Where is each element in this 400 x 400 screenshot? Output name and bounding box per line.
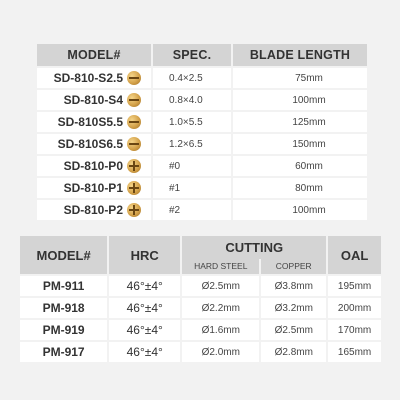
model-cell: SD-810-S4 <box>37 88 127 110</box>
spec-cell: #1 <box>151 176 231 198</box>
spec-cell: 0.8×4.0 <box>151 88 231 110</box>
spec-cell: #0 <box>151 154 231 176</box>
table-header-row <box>37 44 367 66</box>
spec-cell: 1.2×6.5 <box>151 132 231 154</box>
slotted-screw-icon <box>127 115 141 129</box>
header-copper: COPPER <box>259 259 326 274</box>
hrc-cell: 46°±4° <box>107 274 180 296</box>
copper-cell: Ø2.8mm <box>259 340 326 362</box>
hard-steel-cell: Ø1.6mm <box>180 318 259 340</box>
model-cell: PM-917 <box>20 340 107 362</box>
table-row <box>37 176 367 198</box>
spec-cell: 0.4×2.5 <box>151 66 231 88</box>
blade-length-cell: 75mm <box>231 66 367 88</box>
header-oal: OAL <box>326 236 381 274</box>
hard-steel-cell: Ø2.2mm <box>180 296 259 318</box>
model-cell: PM-918 <box>20 296 107 318</box>
model-cell: PM-919 <box>20 318 107 340</box>
table-row <box>37 110 367 132</box>
oal-cell: 170mm <box>326 318 381 340</box>
header-model: MODEL# <box>37 44 151 66</box>
cutter-spec-table <box>20 236 381 362</box>
model-cell: SD-810-P1 <box>37 176 127 198</box>
hard-steel-cell: Ø2.0mm <box>180 340 259 362</box>
model-cell: SD-810S5.5 <box>37 110 127 132</box>
copper-cell: Ø2.5mm <box>259 318 326 340</box>
table-row <box>20 296 381 318</box>
phillips-screw-icon <box>127 159 141 173</box>
header-hrc: HRC <box>107 236 180 274</box>
phillips-screw-icon <box>127 181 141 195</box>
blade-length-cell: 125mm <box>231 110 367 132</box>
spec-cell: 1.0×5.5 <box>151 110 231 132</box>
header-blade-length: BLADE LENGTH <box>231 44 367 66</box>
slotted-screw-icon <box>127 93 141 107</box>
copper-cell: Ø3.2mm <box>259 296 326 318</box>
blade-length-cell: 150mm <box>231 132 367 154</box>
model-cell: SD-810S6.5 <box>37 132 127 154</box>
model-cell: SD-810-P2 <box>37 198 127 220</box>
copper-cell: Ø3.8mm <box>259 274 326 296</box>
oal-cell: 165mm <box>326 340 381 362</box>
table-row <box>20 274 381 296</box>
blade-length-cell: 60mm <box>231 154 367 176</box>
header-model: MODEL# <box>20 236 107 274</box>
hrc-cell: 46°±4° <box>107 318 180 340</box>
slotted-screw-icon <box>127 71 141 85</box>
table-row <box>20 318 381 340</box>
oal-cell: 200mm <box>326 296 381 318</box>
table-row <box>37 66 367 88</box>
table-row <box>37 132 367 154</box>
blade-length-cell: 100mm <box>231 88 367 110</box>
hard-steel-cell: Ø2.5mm <box>180 274 259 296</box>
spec-cell: #2 <box>151 198 231 220</box>
header-spec: SPEC. <box>151 44 231 66</box>
table-row <box>20 340 381 362</box>
table-row <box>37 154 367 176</box>
header-hard-steel: HARD STEEL <box>180 259 259 274</box>
blade-length-cell: 100mm <box>231 198 367 220</box>
hrc-cell: 46°±4° <box>107 340 180 362</box>
model-cell: PM-911 <box>20 274 107 296</box>
model-cell: SD-810-P0 <box>37 154 127 176</box>
model-cell: SD-810-S2.5 <box>37 66 127 88</box>
oal-cell: 195mm <box>326 274 381 296</box>
hrc-cell: 46°±4° <box>107 296 180 318</box>
screwdriver-spec-table <box>37 44 367 220</box>
slotted-screw-icon <box>127 137 141 151</box>
header-cutting: CUTTING <box>180 236 326 259</box>
table-header-row <box>20 236 381 259</box>
blade-length-cell: 80mm <box>231 176 367 198</box>
table-row <box>37 88 367 110</box>
phillips-screw-icon <box>127 203 141 217</box>
table-row <box>37 198 367 220</box>
